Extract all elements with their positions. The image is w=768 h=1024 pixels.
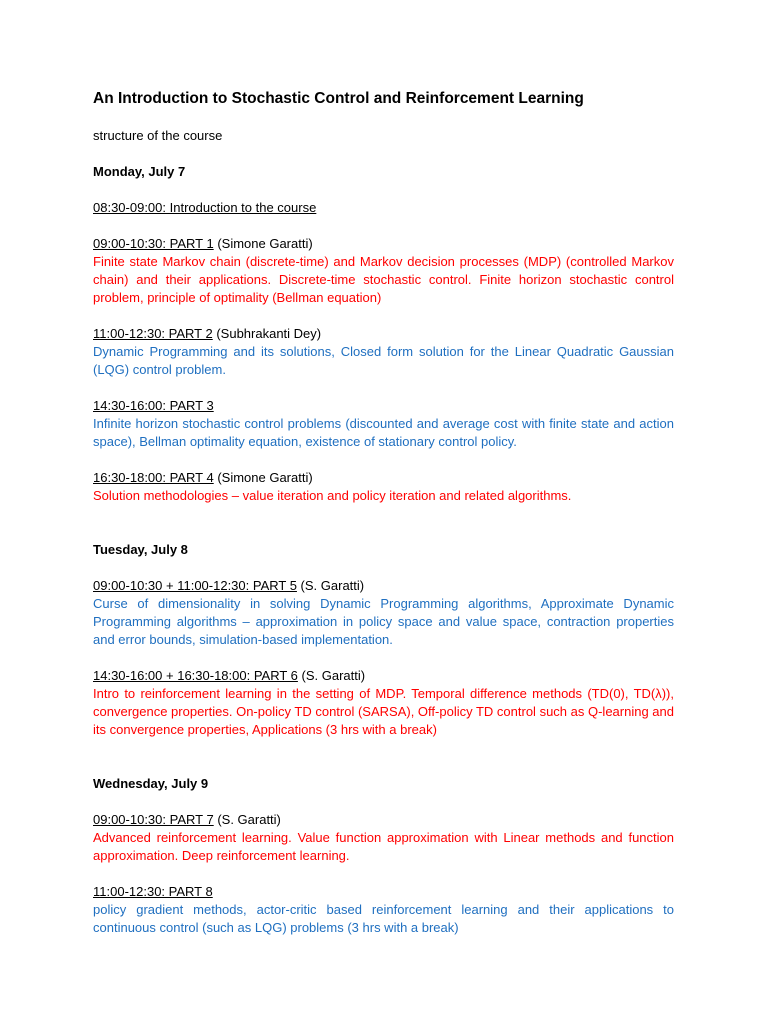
session: [93, 883, 674, 937]
session: [93, 235, 674, 307]
session: [93, 469, 674, 505]
session-time: 11:00-12:30: PART 8: [93, 884, 213, 899]
session-heading: [93, 235, 674, 253]
session-description: policy gradient methods, actor-critic based reinforcement learning and their applications to continuous control (such as LQG) problems (3 hrs with a break): [93, 902, 674, 935]
session-description: Advanced reinforcement learning. Value function approximation with Linear methods and function approximation. Deep reinforcement learning.: [93, 830, 674, 863]
session-time: 11:00-12:30: PART 2: [93, 326, 213, 341]
session-description: Dynamic Programming and its solutions, Closed form solution for the Linear Quadratic Gaussian (LQG) control problem.: [93, 344, 674, 377]
session-heading: [93, 883, 674, 901]
session-time: 14:30-16:00 + 16:30-18:00: PART 6: [93, 668, 298, 683]
session-time: 09:00-10:30 + 11:00-12:30: PART 5: [93, 578, 297, 593]
session-lecturer: (S. Garatti): [213, 812, 281, 827]
session-lecturer: (Subhrakanti Dey): [212, 326, 322, 341]
session-heading: [93, 199, 674, 217]
session: [93, 577, 674, 649]
session-heading: [93, 469, 674, 487]
document-subtitle: structure of the course: [93, 128, 223, 143]
day-heading: Wednesday, July 9: [93, 776, 209, 791]
session-heading: [93, 667, 674, 685]
course-document: [93, 89, 674, 937]
session-description: Intro to reinforcement learning in the setting of MDP. Temporal difference methods (TD(0), TD(λ)), convergence properties. On-policy TD control (SARSA), Off-policy TD control such as Q-learning and its convergence properties, Applications (3 hrs with a break): [93, 686, 674, 737]
schedule: [93, 163, 674, 937]
session-lecturer: (S. Garatti): [296, 578, 365, 593]
session-heading: [93, 325, 674, 343]
session-time: 08:30-09:00: Introduction to the course: [93, 200, 317, 215]
day-heading: Monday, July 7: [93, 164, 186, 179]
session-time: 16:30-18:00: PART 4: [93, 470, 214, 485]
session: [93, 667, 674, 739]
session-heading: [93, 397, 674, 415]
session: [93, 325, 674, 379]
session-time: 14:30-16:00: PART 3: [93, 398, 214, 413]
session-heading: [93, 577, 674, 595]
session-description: Curse of dimensionality in solving Dynamic Programming algorithms, Approximate Dynamic Programming algorithms – approximation in policy space and value space, contraction properties and error bounds, simulation-based implementation.: [93, 596, 674, 647]
session-time: 09:00-10:30: PART 7: [93, 812, 214, 827]
session-description: Finite state Markov chain (discrete-time) and Markov decision processes (MDP) (controlled Markov chain) and their applications. Discrete-time stochastic control. Finite horizon stochastic control problem, principle of optimality (Bellman equation): [93, 254, 674, 305]
day-heading: Tuesday, July 8: [93, 542, 188, 557]
document-title: An Introduction to Stochastic Control and Reinforcement Learning: [93, 90, 584, 107]
session: [93, 199, 674, 217]
session-heading: [93, 811, 674, 829]
session-lecturer: (Simone Garatti): [213, 470, 313, 485]
session: [93, 811, 674, 865]
session-lecturer: (Simone Garatti): [213, 236, 313, 251]
session-description: Solution methodologies – value iteration and policy iteration and related algorithms.: [93, 488, 572, 503]
session-lecturer: (S. Garatti): [297, 668, 366, 683]
session: [93, 397, 674, 451]
session-description: Infinite horizon stochastic control problems (discounted and average cost with finite state and action space), Bellman optimality equation, existence of stationary control policy.: [93, 416, 674, 449]
session-time: 09:00-10:30: PART 1: [93, 236, 214, 251]
